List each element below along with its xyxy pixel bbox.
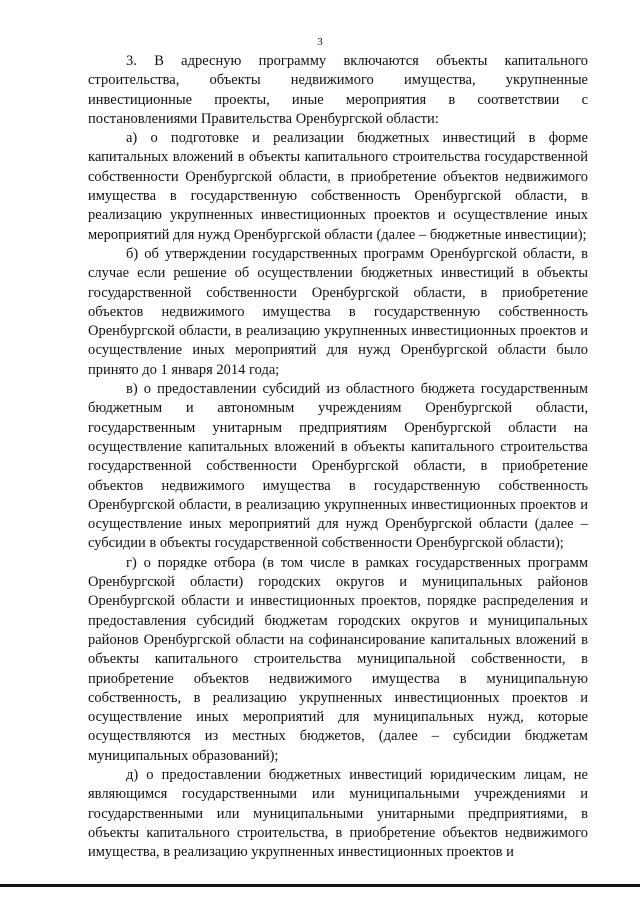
paragraph-3d: д) о предоставлении бюджетных инвестиций юридическим лицам, не являющимся государственными или муниципальными учреждениями и государственными или муниципальными унитарными предприятиями, в объекты капитального строительства, в приобретение объектов недвижимого имущества, в реализацию укрупненных инвестиционных проектов и xyxy=(88,766,588,861)
paragraph-3: 3. В адресную программу включаются объекты капитального строительства, объекты недвижимого имущества, укрупненные инвестиционные проекты, иные мероприятия в соответствии с постановлениями Правительства Оренбургской области: xyxy=(88,53,588,127)
paragraph-3g: г) о порядке отбора (в том числе в рамках государственных программ Оренбургской области) городских округов и муниципальных районов Оренбургской области и инвестиционных проектов, порядке распределения и предоставления субсидий бюджетам городских округов и муниципальных районов Оренбургской области на софинансирование капитальных вложений в объекты капитального строительства муниципальной собственности, в приобретение объектов недвижимого имущества в муниципальную собственность, в реализацию укрупненных инвестиционных проектов и осуществление иных мероприятий для муниципальных нужд, которые осуществляются из местных бюджетов, (далее – субсидии бюджетам муниципальных образований); xyxy=(88,554,588,764)
paragraph-3v: в) о предоставлении субсидий из областного бюджета государственным бюджетным и автономным учреждениям Оренбургской области, государственным унитарным предприятиям Оренбургской области на осуществление капитальных вложений в объекты капитального строительства государственной собственности Оренбургской области, в приобретение объектов недвижимого имущества в государственную собственность Оренбургской области, в реализацию укрупненных инвестиционных проектов и осуществление иных мероприятий для нужд Оренбургской области (далее – субсидии в объекты государственной собственности Оренбургской области); xyxy=(88,381,588,552)
page-number: 3 xyxy=(317,36,323,48)
document-body xyxy=(88,52,588,862)
paragraph-3a: а) о подготовке и реализации бюджетных инвестиций в форме капитальных вложений в объекты капитального строительства государственной собственности Оренбургской области, в приобретение объектов недвижимого имущества в государственную собственность Оренбургской области, в реализацию укрупненных инвестиционных проектов и осуществление иных мероприятий для нужд Оренбургской области (далее – бюджетные инвестиции); xyxy=(88,130,588,243)
scan-bottom-edge xyxy=(0,884,640,887)
paragraph-3b: б) об утверждении государственных программ Оренбургской области, в случае если решение об осуществлении бюджетных инвестиций в объекты государственной собственности Оренбургской области, в приобретение объектов недвижимого имущества в государственную собственность Оренбургской области, в реализацию укрупненных инвестиционных проектов и осуществление иных мероприятий для нужд Оренбургской области было принято до 1 января 2014 года; xyxy=(88,245,588,378)
